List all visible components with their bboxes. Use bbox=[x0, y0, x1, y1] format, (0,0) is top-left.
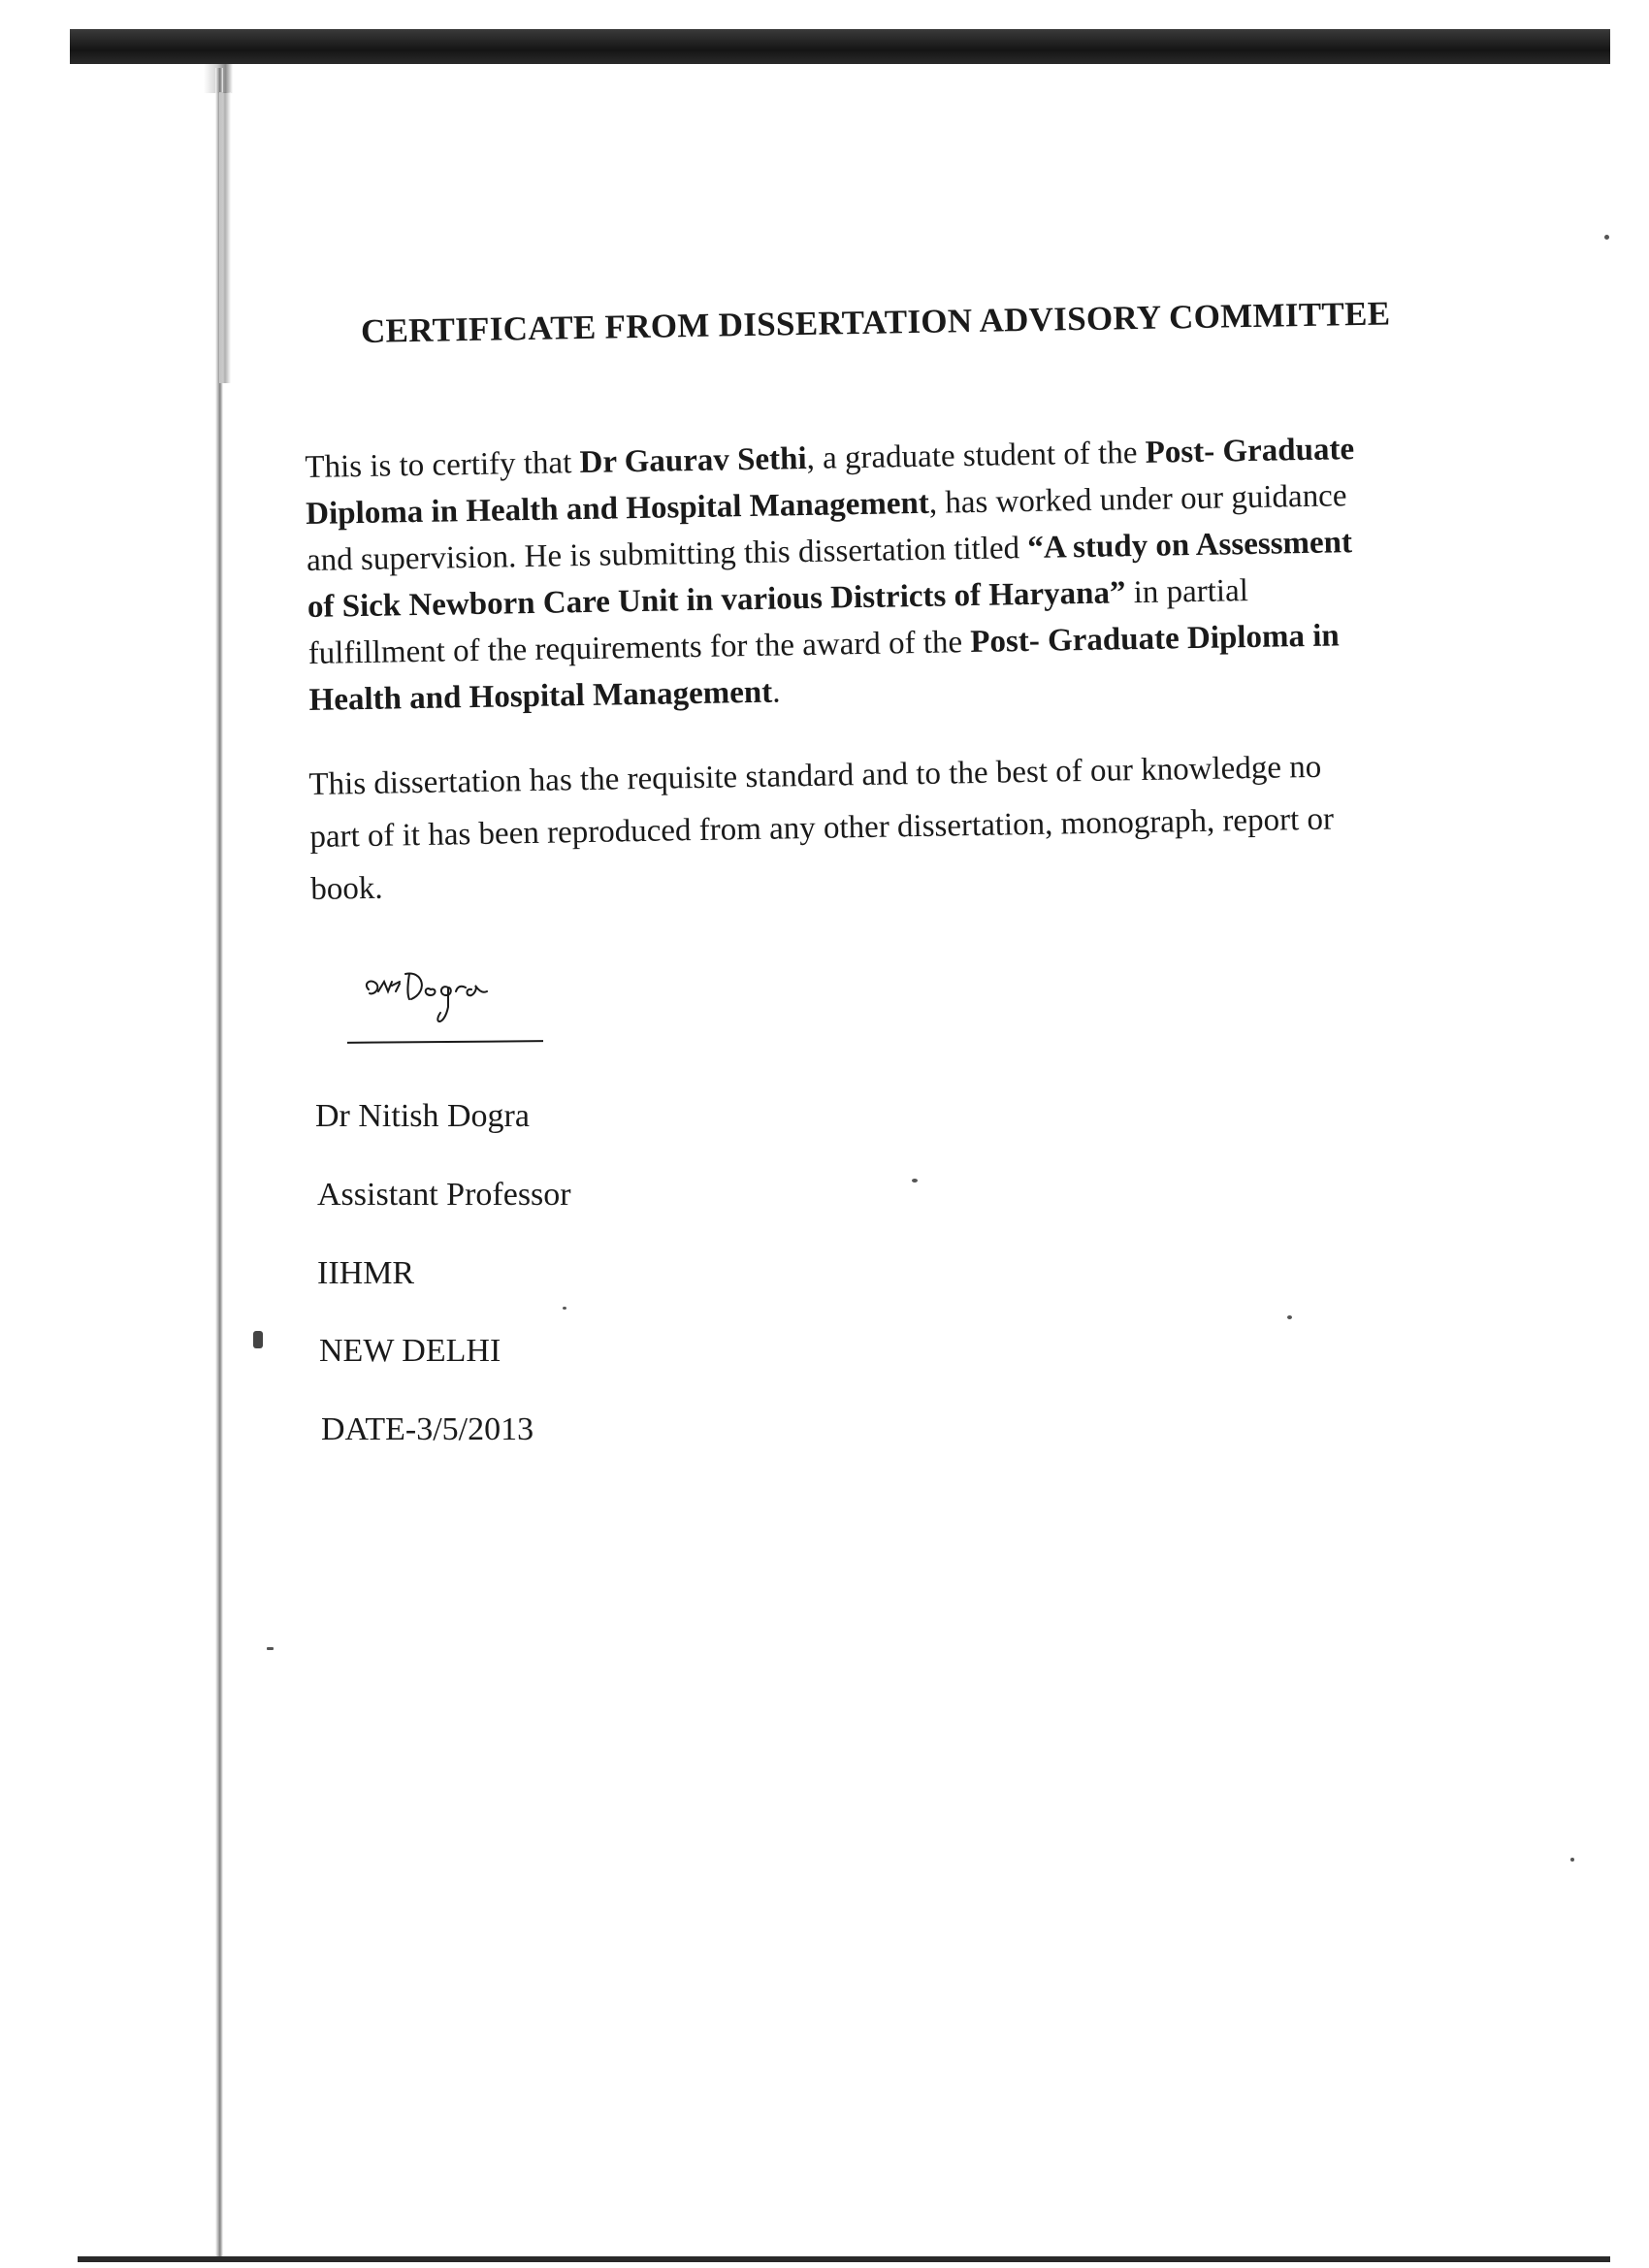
paragraph-line: This dissertation has the requisite standard and to the best of our knowledge no bbox=[308, 749, 1322, 802]
text-run: This is to certify that bbox=[305, 445, 580, 485]
signature-line bbox=[347, 1040, 543, 1044]
text-run: , has worked under our guidance bbox=[928, 478, 1347, 521]
certification-paragraph bbox=[305, 423, 1551, 724]
signature-date: DATE-3/5/2013 bbox=[321, 1411, 534, 1447]
text-run: fulfillment of the requirements for the award of the bbox=[307, 625, 971, 671]
text-run: , a graduate student of the bbox=[806, 435, 1147, 476]
program-name: Post- Graduate bbox=[1145, 432, 1355, 470]
award-name: Health and Hospital Management bbox=[308, 674, 773, 718]
dissertation-title: “A study on Assessment bbox=[1027, 525, 1353, 567]
text-run: and supervision. He is submitting this dissertation titled bbox=[306, 531, 1028, 578]
handwritten-signature bbox=[359, 962, 524, 1040]
signatory-institution: IIHMR bbox=[317, 1255, 415, 1291]
text-run: in partial bbox=[1125, 573, 1249, 611]
dissertation-title: of Sick Newborn Care Unit in various Districts of Haryana” bbox=[307, 575, 1126, 625]
certificate-title: CERTIFICATE FROM DISSERTATION ADVISORY COMMITTEE bbox=[360, 294, 1391, 350]
signatory-designation: Assistant Professor bbox=[317, 1177, 571, 1213]
paragraph-line: book. bbox=[310, 870, 383, 907]
paragraph-line: part of it has been reproduced from any other dissertation, monograph, report or bbox=[309, 801, 1335, 855]
signatory-city: NEW DELHI bbox=[319, 1333, 501, 1369]
award-name: Post- Graduate Diploma in bbox=[970, 618, 1341, 661]
signatory-name: Dr Nitish Dogra bbox=[315, 1098, 530, 1134]
student-name: Dr Gaurav Sethi bbox=[579, 440, 807, 481]
standard-paragraph bbox=[308, 737, 1553, 916]
text-run: . bbox=[771, 674, 781, 710]
program-name: Diploma in Health and Hospital Management bbox=[305, 485, 930, 532]
